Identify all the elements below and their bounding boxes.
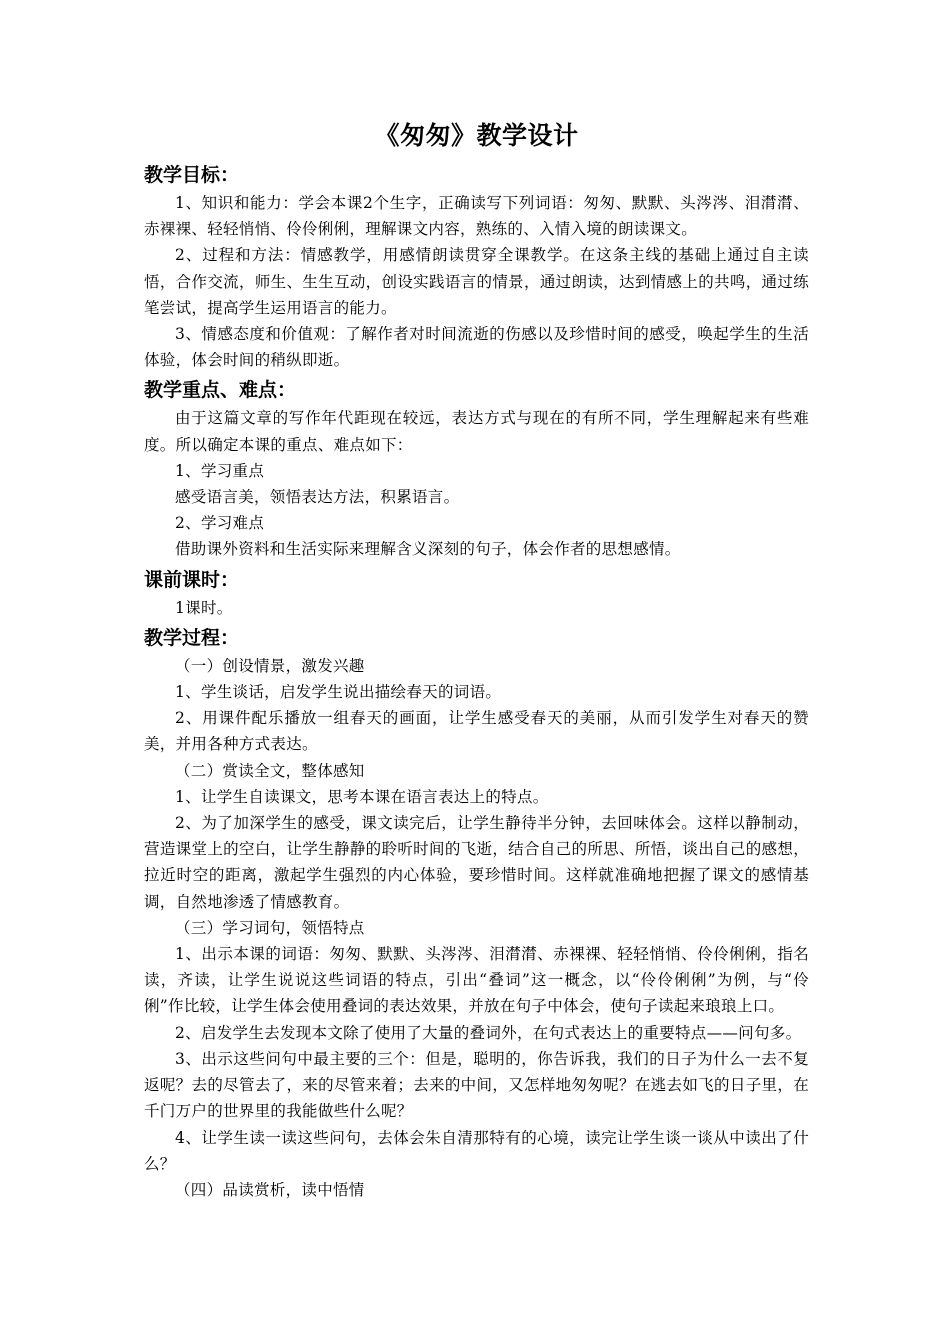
paragraph: 1、学生谈话，启发学生说出描绘春天的词语。 <box>175 683 502 702</box>
section-heading-process: 教学过程： <box>144 626 240 649</box>
paragraph: 感受语言美，领悟表达方法，积累语言。 <box>175 488 460 507</box>
paragraph: 4、让学生读一读这些问句，去体会朱自清那特有的心境，读完让学生谈一谈从中读出了什么？ <box>144 1128 809 1173</box>
paragraph: 1课时。 <box>175 598 233 617</box>
paragraph: 2、学习难点 <box>175 514 265 533</box>
paragraph: （二）赏读全文，整体感知 <box>175 761 365 780</box>
paragraph: 2、启发学生去发现本文除了使用了大量的叠词外，在句式表达上的重要特点——问句多。 <box>175 1023 802 1042</box>
section-heading-key-points: 教学重点、难点： <box>144 379 297 402</box>
paragraph: 1、学习重点 <box>175 461 265 480</box>
document-title: 《匆匆》教学设计 <box>374 121 579 150</box>
paragraph: 1、出示本课的词语：匆匆、默默、头涔涔、泪潸潸、赤裸裸、轻轻悄悄、伶伶俐俐，指名读，齐读，让学生说说这些词语的特点，引出“叠词”这一概念，以“伶伶俐俐”为例，与“伶俐”作比较，让学生体会使用叠词的表达效果，并放在句子中体会，使句子读起来琅琅上口。 <box>144 945 809 1016</box>
paragraph: 3、出示这些问句中最主要的三个：但是，聪明的，你告诉我，我们的日子为什么一去不复返呢？去的尽管去了，来的尽管来着；去来的中间，又怎样地匆匆呢？在逃去如飞的日子里，在千门万户的世界里的我能做些什么呢？ <box>144 1049 809 1121</box>
paragraph: 3、情感态度和价值观：了解作者对时间流逝的伤感以及珍惜时间的感受，唤起学生的生活体验，体会时间的稍纵即逝。 <box>144 325 809 370</box>
paragraph: 借助课外资料和生活实际来理解含义深刻的句子，体会作者的思想感情。 <box>175 540 681 559</box>
paragraph: 1、知识和能力：学会本课2个生字，正确读写下列词语：匆匆、默默、头涔涔、泪潸潸、赤裸裸、轻轻悄悄、伶伶俐俐，理解课文内容，熟练的、入情入境的朗读课文。 <box>144 194 809 239</box>
document-page <box>144 118 809 1203</box>
section-heading-class-hours: 课前课时： <box>144 568 240 591</box>
paragraph: 2、过程和方法：情感教学，用感情朗读贯穿全课教学。在这条主线的基础上通过自主读悟，合作交流，师生、生生互动，创设实践语言的情景，通过朗读，达到情感上的共鸣，通过练笔尝试，提高学生运用语言的能力。 <box>144 246 809 317</box>
paragraph: 1、让学生自读课文，思考本课在语言表达上的特点。 <box>175 787 549 806</box>
paragraph: 2、为了加深学生的感受，课文读完后，让学生静待半分钟，去回味体会。这样以静制动，营造课堂上的空白，让学生静静的聆听时间的飞逝，结合自己的所思、所悟，谈出自己的感想，拉近时空的距离，激起学生强烈的内心体验，要珍惜时间。这样就准确地把握了课文的感情基调，自然地渗透了情感教育。 <box>144 814 809 911</box>
paragraph: 2、用课件配乐播放一组春天的画面，让学生感受春天的美丽，从而引发学生对春天的赞美，并用各种方式表达。 <box>144 709 809 754</box>
paragraph: 由于这篇文章的写作年代距现在较远，表达方式与现在的有所不同，学生理解起来有些难度。所以确定本课的重点、难点如下： <box>144 409 809 454</box>
paragraph: （一）创设情景，激发兴趣 <box>175 656 365 675</box>
paragraph: （四）品读赏析，读中悟情 <box>175 1180 365 1199</box>
paragraph: （三）学习词句，领悟特点 <box>175 918 365 937</box>
section-heading-objectives: 教学目标： <box>144 164 240 186</box>
